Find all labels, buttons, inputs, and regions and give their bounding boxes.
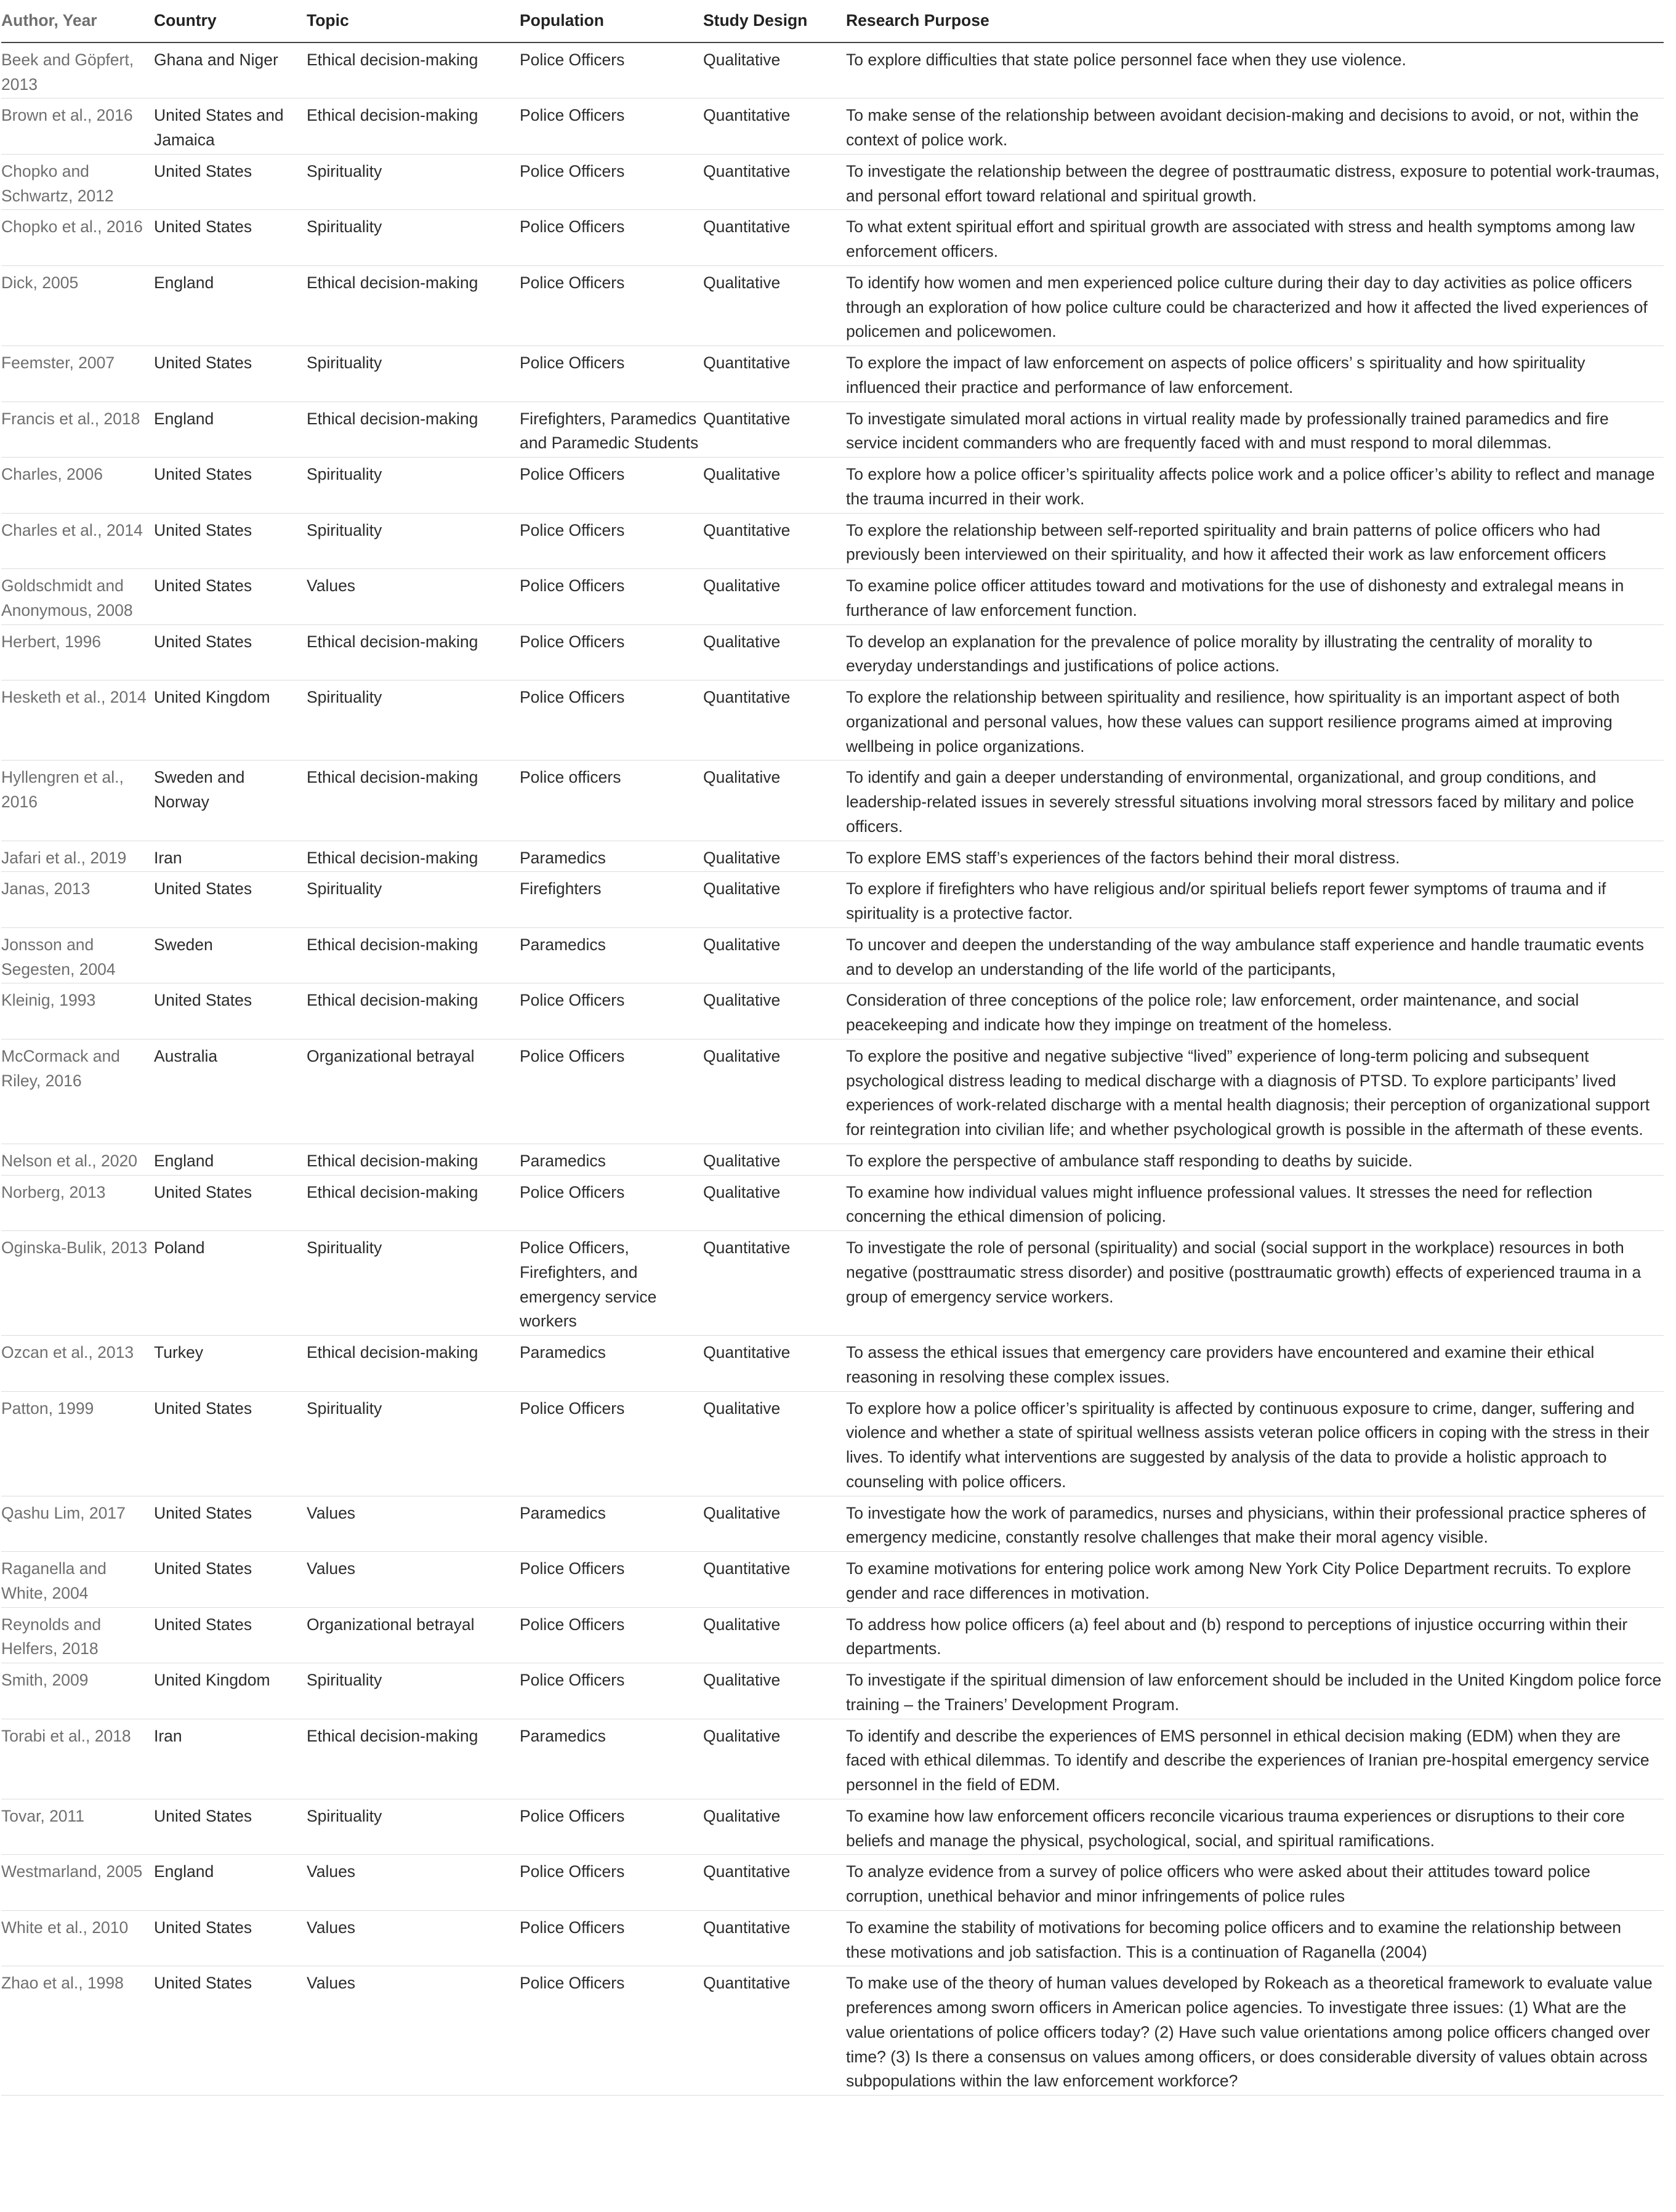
cell-topic: Ethical decision-making — [307, 1175, 520, 1231]
cell-author: Janas, 2013 — [1, 872, 154, 928]
table-row — [1, 680, 1664, 761]
table-row — [1, 1966, 1664, 2096]
cell-author: Dick, 2005 — [1, 265, 154, 345]
cell-study-design: Qualitative — [703, 1719, 846, 1799]
cell-study-design: Quantitative — [703, 1231, 846, 1336]
cell-research-purpose: To address how police officers (a) feel about and (b) respond to perceptions of injustice occurring within their departments. — [846, 1607, 1664, 1663]
cell-population: Police Officers, Firefighters, and emergency service workers — [520, 1231, 703, 1336]
table-row — [1, 841, 1664, 872]
cell-author: Ozcan et al., 2013 — [1, 1336, 154, 1392]
table-row — [1, 927, 1664, 983]
table-row — [1, 1336, 1664, 1392]
cell-study-design: Qualitative — [703, 761, 846, 841]
cell-topic: Ethical decision-making — [307, 402, 520, 458]
cell-population: Paramedics — [520, 927, 703, 983]
cell-topic: Values — [307, 1855, 520, 1911]
cell-research-purpose: To assess the ethical issues that emergency care providers have encountered and examine their ethical reasoning in resolving these complex issues. — [846, 1336, 1664, 1392]
table-row — [1, 1039, 1664, 1144]
cell-research-purpose: To identify and describe the experiences of EMS personnel in ethical decision making (EDM) when they are faced with ethical dilemmas. To identify and describe the experiences of Iranian pre-hospital emergency service personnel in the field of EDM. — [846, 1719, 1664, 1799]
cell-population: Paramedics — [520, 1336, 703, 1392]
cell-population: Paramedics — [520, 1719, 703, 1799]
cell-author: Jafari et al., 2019 — [1, 841, 154, 872]
cell-study-design: Qualitative — [703, 458, 846, 514]
cell-author: Zhao et al., 1998 — [1, 1966, 154, 2096]
cell-country: United States — [154, 1552, 307, 1608]
cell-research-purpose: To investigate if the spiritual dimension of law enforcement should be included in the United Kingdom police force training – the Trainers’ Development Program. — [846, 1663, 1664, 1719]
cell-country: England — [154, 1855, 307, 1911]
cell-author: Goldschmidt and Anonymous, 2008 — [1, 569, 154, 625]
table-row — [1, 624, 1664, 680]
cell-population: Police Officers — [520, 624, 703, 680]
cell-study-design: Quantitative — [703, 1855, 846, 1911]
cell-topic: Values — [307, 1966, 520, 2096]
cell-study-design: Qualitative — [703, 1799, 846, 1855]
cell-country: United States — [154, 983, 307, 1039]
cell-research-purpose: To analyze evidence from a survey of police officers who were asked about their attitudes toward police corruption, unethical behavior and minor infringements of police rules — [846, 1855, 1664, 1911]
cell-study-design: Qualitative — [703, 569, 846, 625]
cell-population: Police Officers — [520, 265, 703, 345]
table-row — [1, 1607, 1664, 1663]
cell-country: United States — [154, 1910, 307, 1966]
cell-topic: Values — [307, 1910, 520, 1966]
cell-research-purpose: To what extent spiritual effort and spiritual growth are associated with stress and health symptoms among law enforcement officers. — [846, 210, 1664, 266]
cell-population: Police Officers — [520, 1663, 703, 1719]
cell-country: United States — [154, 210, 307, 266]
cell-topic: Spirituality — [307, 1391, 520, 1496]
cell-country: United States — [154, 154, 307, 210]
cell-study-design: Quantitative — [703, 680, 846, 761]
table-row — [1, 1663, 1664, 1719]
header-research-purpose: Research Purpose — [846, 0, 1664, 42]
cell-population: Police Officers — [520, 1552, 703, 1608]
cell-country: United States — [154, 1496, 307, 1552]
cell-study-design: Qualitative — [703, 1663, 846, 1719]
cell-author: Feemster, 2007 — [1, 346, 154, 402]
cell-topic: Spirituality — [307, 680, 520, 761]
cell-population: Police Officers — [520, 1910, 703, 1966]
cell-author: Hesketh et al., 2014 — [1, 680, 154, 761]
cell-topic: Values — [307, 569, 520, 625]
cell-research-purpose: To investigate simulated moral actions in virtual reality made by professionally trained paramedics and fire service incident commanders who are frequently faced with and must respond to moral dilemmas. — [846, 402, 1664, 458]
cell-country: United States — [154, 1391, 307, 1496]
studies-table — [1, 0, 1664, 2096]
table-row — [1, 513, 1664, 569]
cell-topic: Spirituality — [307, 346, 520, 402]
header-country: Country — [154, 0, 307, 42]
cell-author: Reynolds and Helfers, 2018 — [1, 1607, 154, 1663]
cell-study-design: Qualitative — [703, 1607, 846, 1663]
cell-author: Charles, 2006 — [1, 458, 154, 514]
cell-topic: Spirituality — [307, 1663, 520, 1719]
table-row — [1, 265, 1664, 345]
cell-research-purpose: To explore the impact of law enforcement on aspects of police officers’ s spirituality and how spirituality influenced their practice and performance of law enforcement. — [846, 346, 1664, 402]
cell-author: Herbert, 1996 — [1, 624, 154, 680]
cell-country: United States — [154, 1175, 307, 1231]
cell-population: Police Officers — [520, 513, 703, 569]
cell-population: Police Officers — [520, 1855, 703, 1911]
cell-country: Iran — [154, 1719, 307, 1799]
table-row — [1, 983, 1664, 1039]
cell-population: Firefighters — [520, 872, 703, 928]
cell-study-design: Qualitative — [703, 841, 846, 872]
table-body — [1, 42, 1664, 2096]
cell-research-purpose: To explore EMS staff’s experiences of the factors behind their moral distress. — [846, 841, 1664, 872]
cell-research-purpose: To investigate the relationship between the degree of posttraumatic distress, exposure to potential work-traumas, and personal effort toward relational and spiritual growth. — [846, 154, 1664, 210]
cell-topic: Spirituality — [307, 872, 520, 928]
cell-population: Police Officers — [520, 99, 703, 155]
cell-study-design: Quantitative — [703, 99, 846, 155]
cell-country: United Kingdom — [154, 1663, 307, 1719]
cell-author: Chopko et al., 2016 — [1, 210, 154, 266]
cell-author: Nelson et al., 2020 — [1, 1144, 154, 1175]
cell-population: Police Officers — [520, 154, 703, 210]
table-row — [1, 1719, 1664, 1799]
cell-research-purpose: To make use of the theory of human values developed by Rokeach as a theoretical framework to evaluate value preferences among sworn officers in American police agencies. To investigate three issues: (1) What are the value orientations of police officers today? (2) Have such value orientations among police officers changed over time? (3) Is there a consensus on values among officers, or does considerable diversity of values obtain across subpopulations within the law enforcement workforce? — [846, 1966, 1664, 2096]
cell-country: Sweden and Norway — [154, 761, 307, 841]
cell-topic: Spirituality — [307, 1231, 520, 1336]
cell-author: Hyllengren et al., 2016 — [1, 761, 154, 841]
cell-country: United States — [154, 1607, 307, 1663]
cell-country: England — [154, 402, 307, 458]
table-row — [1, 1552, 1664, 1608]
cell-study-design: Quantitative — [703, 154, 846, 210]
cell-topic: Ethical decision-making — [307, 265, 520, 345]
cell-country: England — [154, 1144, 307, 1175]
cell-topic: Ethical decision-making — [307, 1719, 520, 1799]
cell-population: Police officers — [520, 761, 703, 841]
cell-study-design: Qualitative — [703, 872, 846, 928]
table-row — [1, 872, 1664, 928]
table-row — [1, 458, 1664, 514]
table-row — [1, 99, 1664, 155]
cell-research-purpose: Consideration of three conceptions of the police role; law enforcement, order maintenance, and social peacekeeping and indicate how they impinge on treatment of the homeless. — [846, 983, 1664, 1039]
cell-author: Brown et al., 2016 — [1, 99, 154, 155]
cell-topic: Spirituality — [307, 210, 520, 266]
cell-author: Kleinig, 1993 — [1, 983, 154, 1039]
cell-country: Turkey — [154, 1336, 307, 1392]
cell-research-purpose: To examine how individual values might influence professional values. It stresses the need for reflection concerning the ethical dimension of policing. — [846, 1175, 1664, 1231]
cell-topic: Ethical decision-making — [307, 42, 520, 99]
cell-topic: Organizational betrayal — [307, 1039, 520, 1144]
cell-author: McCormack and Riley, 2016 — [1, 1039, 154, 1144]
cell-research-purpose: To investigate how the work of paramedics, nurses and physicians, within their professional practice spheres of emergency medicine, constantly resolve challenges that make their moral agency visible. — [846, 1496, 1664, 1552]
cell-research-purpose: To identify and gain a deeper understanding of environmental, organizational, and group conditions, and leadership-related issues in severely stressful situations involving moral stressors faced by military and police officers. — [846, 761, 1664, 841]
cell-research-purpose: To examine how law enforcement officers reconcile vicarious trauma experiences or disruptions to their core beliefs and manage the physical, psychological, social, and spiritual ramifications. — [846, 1799, 1664, 1855]
cell-study-design: Qualitative — [703, 1496, 846, 1552]
cell-author: Norberg, 2013 — [1, 1175, 154, 1231]
cell-topic: Ethical decision-making — [307, 1336, 520, 1392]
cell-country: United States — [154, 1799, 307, 1855]
cell-population: Police Officers — [520, 1966, 703, 2096]
cell-country: United States — [154, 872, 307, 928]
cell-author: Francis et al., 2018 — [1, 402, 154, 458]
table-row — [1, 1231, 1664, 1336]
cell-study-design: Qualitative — [703, 983, 846, 1039]
cell-research-purpose: To develop an explanation for the prevalence of police morality by illustrating the centrality of morality to everyday understandings and justifications of police actions. — [846, 624, 1664, 680]
cell-research-purpose: To explore how a police officer’s spirituality is affected by continuous exposure to crime, danger, suffering and violence and whether a state of spiritual wellness assists veteran police officers in coping with the stress in their lives. To identify what interventions are suggested by analysis of the data to provide a holistic approach to counseling with police officers. — [846, 1391, 1664, 1496]
cell-country: Sweden — [154, 927, 307, 983]
cell-country: Ghana and Niger — [154, 42, 307, 99]
cell-study-design: Qualitative — [703, 1039, 846, 1144]
cell-study-design: Qualitative — [703, 624, 846, 680]
cell-country: United States — [154, 1966, 307, 2096]
table-row — [1, 1855, 1664, 1911]
table-row — [1, 1496, 1664, 1552]
cell-country: United States — [154, 458, 307, 514]
cell-population: Police Officers — [520, 1175, 703, 1231]
cell-study-design: Qualitative — [703, 42, 846, 99]
cell-topic: Ethical decision-making — [307, 927, 520, 983]
cell-author: Jonsson and Segesten, 2004 — [1, 927, 154, 983]
table-row — [1, 42, 1664, 99]
header-topic: Topic — [307, 0, 520, 42]
cell-population: Firefighters, Paramedics and Paramedic Students — [520, 402, 703, 458]
cell-study-design: Quantitative — [703, 1552, 846, 1608]
cell-author: Chopko and Schwartz, 2012 — [1, 154, 154, 210]
table-row — [1, 1799, 1664, 1855]
cell-research-purpose: To identify how women and men experienced police culture during their day to day activities as police officers through an exploration of how police culture could be characterized and how it affected the lived experiences of policemen and policewomen. — [846, 265, 1664, 345]
table-header — [1, 0, 1664, 42]
cell-topic: Values — [307, 1496, 520, 1552]
cell-topic: Ethical decision-making — [307, 761, 520, 841]
cell-research-purpose: To explore how a police officer’s spirituality affects police work and a police officer’s ability to reflect and manage the trauma incurred in their work. — [846, 458, 1664, 514]
cell-country: Australia — [154, 1039, 307, 1144]
header-study-design: Study Design — [703, 0, 846, 42]
cell-population: Police Officers — [520, 569, 703, 625]
cell-topic: Spirituality — [307, 513, 520, 569]
cell-study-design: Quantitative — [703, 402, 846, 458]
cell-population: Police Officers — [520, 210, 703, 266]
cell-author: Qashu Lim, 2017 — [1, 1496, 154, 1552]
cell-study-design: Quantitative — [703, 210, 846, 266]
cell-country: Iran — [154, 841, 307, 872]
header-author: Author, Year — [1, 0, 154, 42]
cell-study-design: Qualitative — [703, 1175, 846, 1231]
cell-author: White et al., 2010 — [1, 1910, 154, 1966]
cell-research-purpose: To explore difficulties that state police personnel face when they use violence. — [846, 42, 1664, 99]
cell-topic: Ethical decision-making — [307, 983, 520, 1039]
cell-topic: Ethical decision-making — [307, 99, 520, 155]
cell-country: United States — [154, 624, 307, 680]
table-row — [1, 402, 1664, 458]
cell-population: Police Officers — [520, 983, 703, 1039]
cell-population: Paramedics — [520, 841, 703, 872]
cell-study-design: Qualitative — [703, 1391, 846, 1496]
table-row — [1, 569, 1664, 625]
cell-population: Police Officers — [520, 1799, 703, 1855]
cell-author: Charles et al., 2014 — [1, 513, 154, 569]
cell-study-design: Qualitative — [703, 927, 846, 983]
cell-country: United States — [154, 513, 307, 569]
cell-study-design: Quantitative — [703, 1336, 846, 1392]
table-row — [1, 1175, 1664, 1231]
cell-study-design: Qualitative — [703, 265, 846, 345]
cell-study-design: Quantitative — [703, 1966, 846, 2096]
cell-population: Police Officers — [520, 458, 703, 514]
cell-author: Smith, 2009 — [1, 1663, 154, 1719]
cell-topic: Values — [307, 1552, 520, 1608]
cell-population: Police Officers — [520, 1607, 703, 1663]
cell-population: Police Officers — [520, 1039, 703, 1144]
cell-topic: Organizational betrayal — [307, 1607, 520, 1663]
cell-author: Patton, 1999 — [1, 1391, 154, 1496]
cell-country: United Kingdom — [154, 680, 307, 761]
cell-author: Tovar, 2011 — [1, 1799, 154, 1855]
table-row — [1, 1910, 1664, 1966]
cell-research-purpose: To examine police officer attitudes toward and motivations for the use of dishonesty and extralegal means in furtherance of law enforcement function. — [846, 569, 1664, 625]
cell-topic: Ethical decision-making — [307, 624, 520, 680]
cell-country: England — [154, 265, 307, 345]
cell-study-design: Qualitative — [703, 1144, 846, 1175]
table-row — [1, 210, 1664, 266]
table-row — [1, 1144, 1664, 1175]
cell-population: Police Officers — [520, 346, 703, 402]
cell-research-purpose: To explore the relationship between self-reported spirituality and brain patterns of police officers who had previously been interviewed on their spirituality, and how it affected their work as law enforcement officers — [846, 513, 1664, 569]
cell-population: Paramedics — [520, 1496, 703, 1552]
cell-research-purpose: To uncover and deepen the understanding of the way ambulance staff experience and handle traumatic events and to develop an understanding of the life world of the participants, — [846, 927, 1664, 983]
cell-topic: Spirituality — [307, 458, 520, 514]
cell-author: Beek and Göpfert, 2013 — [1, 42, 154, 99]
cell-research-purpose: To examine the stability of motivations for becoming police officers and to examine the relationship between these motivations and job satisfaction. This is a continuation of Raganella (2004) — [846, 1910, 1664, 1966]
cell-study-design: Quantitative — [703, 513, 846, 569]
cell-research-purpose: To investigate the role of personal (spirituality) and social (social support in the workplace) resources in both negative (posttraumatic stress disorder) and positive (posttraumatic growth) effects of experienced trauma in a group of emergency service workers. — [846, 1231, 1664, 1336]
table-row — [1, 1391, 1664, 1496]
cell-population: Police Officers — [520, 42, 703, 99]
cell-country: United States — [154, 569, 307, 625]
cell-country: Poland — [154, 1231, 307, 1336]
table-row — [1, 346, 1664, 402]
cell-author: Raganella and White, 2004 — [1, 1552, 154, 1608]
header-population: Population — [520, 0, 703, 42]
cell-topic: Ethical decision-making — [307, 841, 520, 872]
cell-research-purpose: To examine motivations for entering police work among New York City Police Department recruits. To explore gender and race differences in motivation. — [846, 1552, 1664, 1608]
cell-author: Torabi et al., 2018 — [1, 1719, 154, 1799]
cell-author: Oginska-Bulik, 2013 — [1, 1231, 154, 1336]
table-row — [1, 761, 1664, 841]
cell-population: Paramedics — [520, 1144, 703, 1175]
table-row — [1, 154, 1664, 210]
cell-author: Westmarland, 2005 — [1, 1855, 154, 1911]
cell-study-design: Quantitative — [703, 346, 846, 402]
cell-topic: Spirituality — [307, 1799, 520, 1855]
cell-country: United States — [154, 346, 307, 402]
cell-research-purpose: To explore the relationship between spirituality and resilience, how spirituality is an important aspect of both organizational and personal values, how these values can support resilience programs aimed at improving wellbeing in police organizations. — [846, 680, 1664, 761]
cell-research-purpose: To explore the positive and negative subjective “lived” experience of long-term policing and subsequent psychological distress leading to medical discharge with a diagnosis of PTSD. To explore participants’ lived experiences of work-related discharge with a mental health diagnosis; their perception of organizational support for reintegration into civilian life; and whether psychological growth is possible in the aftermath of these events. — [846, 1039, 1664, 1144]
cell-research-purpose: To explore if firefighters who have religious and/or spiritual beliefs report fewer symptoms of trauma and if spirituality is a protective factor. — [846, 872, 1664, 928]
cell-topic: Spirituality — [307, 154, 520, 210]
cell-population: Police Officers — [520, 1391, 703, 1496]
cell-research-purpose: To explore the perspective of ambulance staff responding to deaths by suicide. — [846, 1144, 1664, 1175]
cell-research-purpose: To make sense of the relationship between avoidant decision-making and decisions to avoid, or not, within the context of police work. — [846, 99, 1664, 155]
cell-study-design: Quantitative — [703, 1910, 846, 1966]
cell-country: United States and Jamaica — [154, 99, 307, 155]
cell-topic: Ethical decision-making — [307, 1144, 520, 1175]
cell-population: Police Officers — [520, 680, 703, 761]
header-row — [1, 0, 1664, 42]
